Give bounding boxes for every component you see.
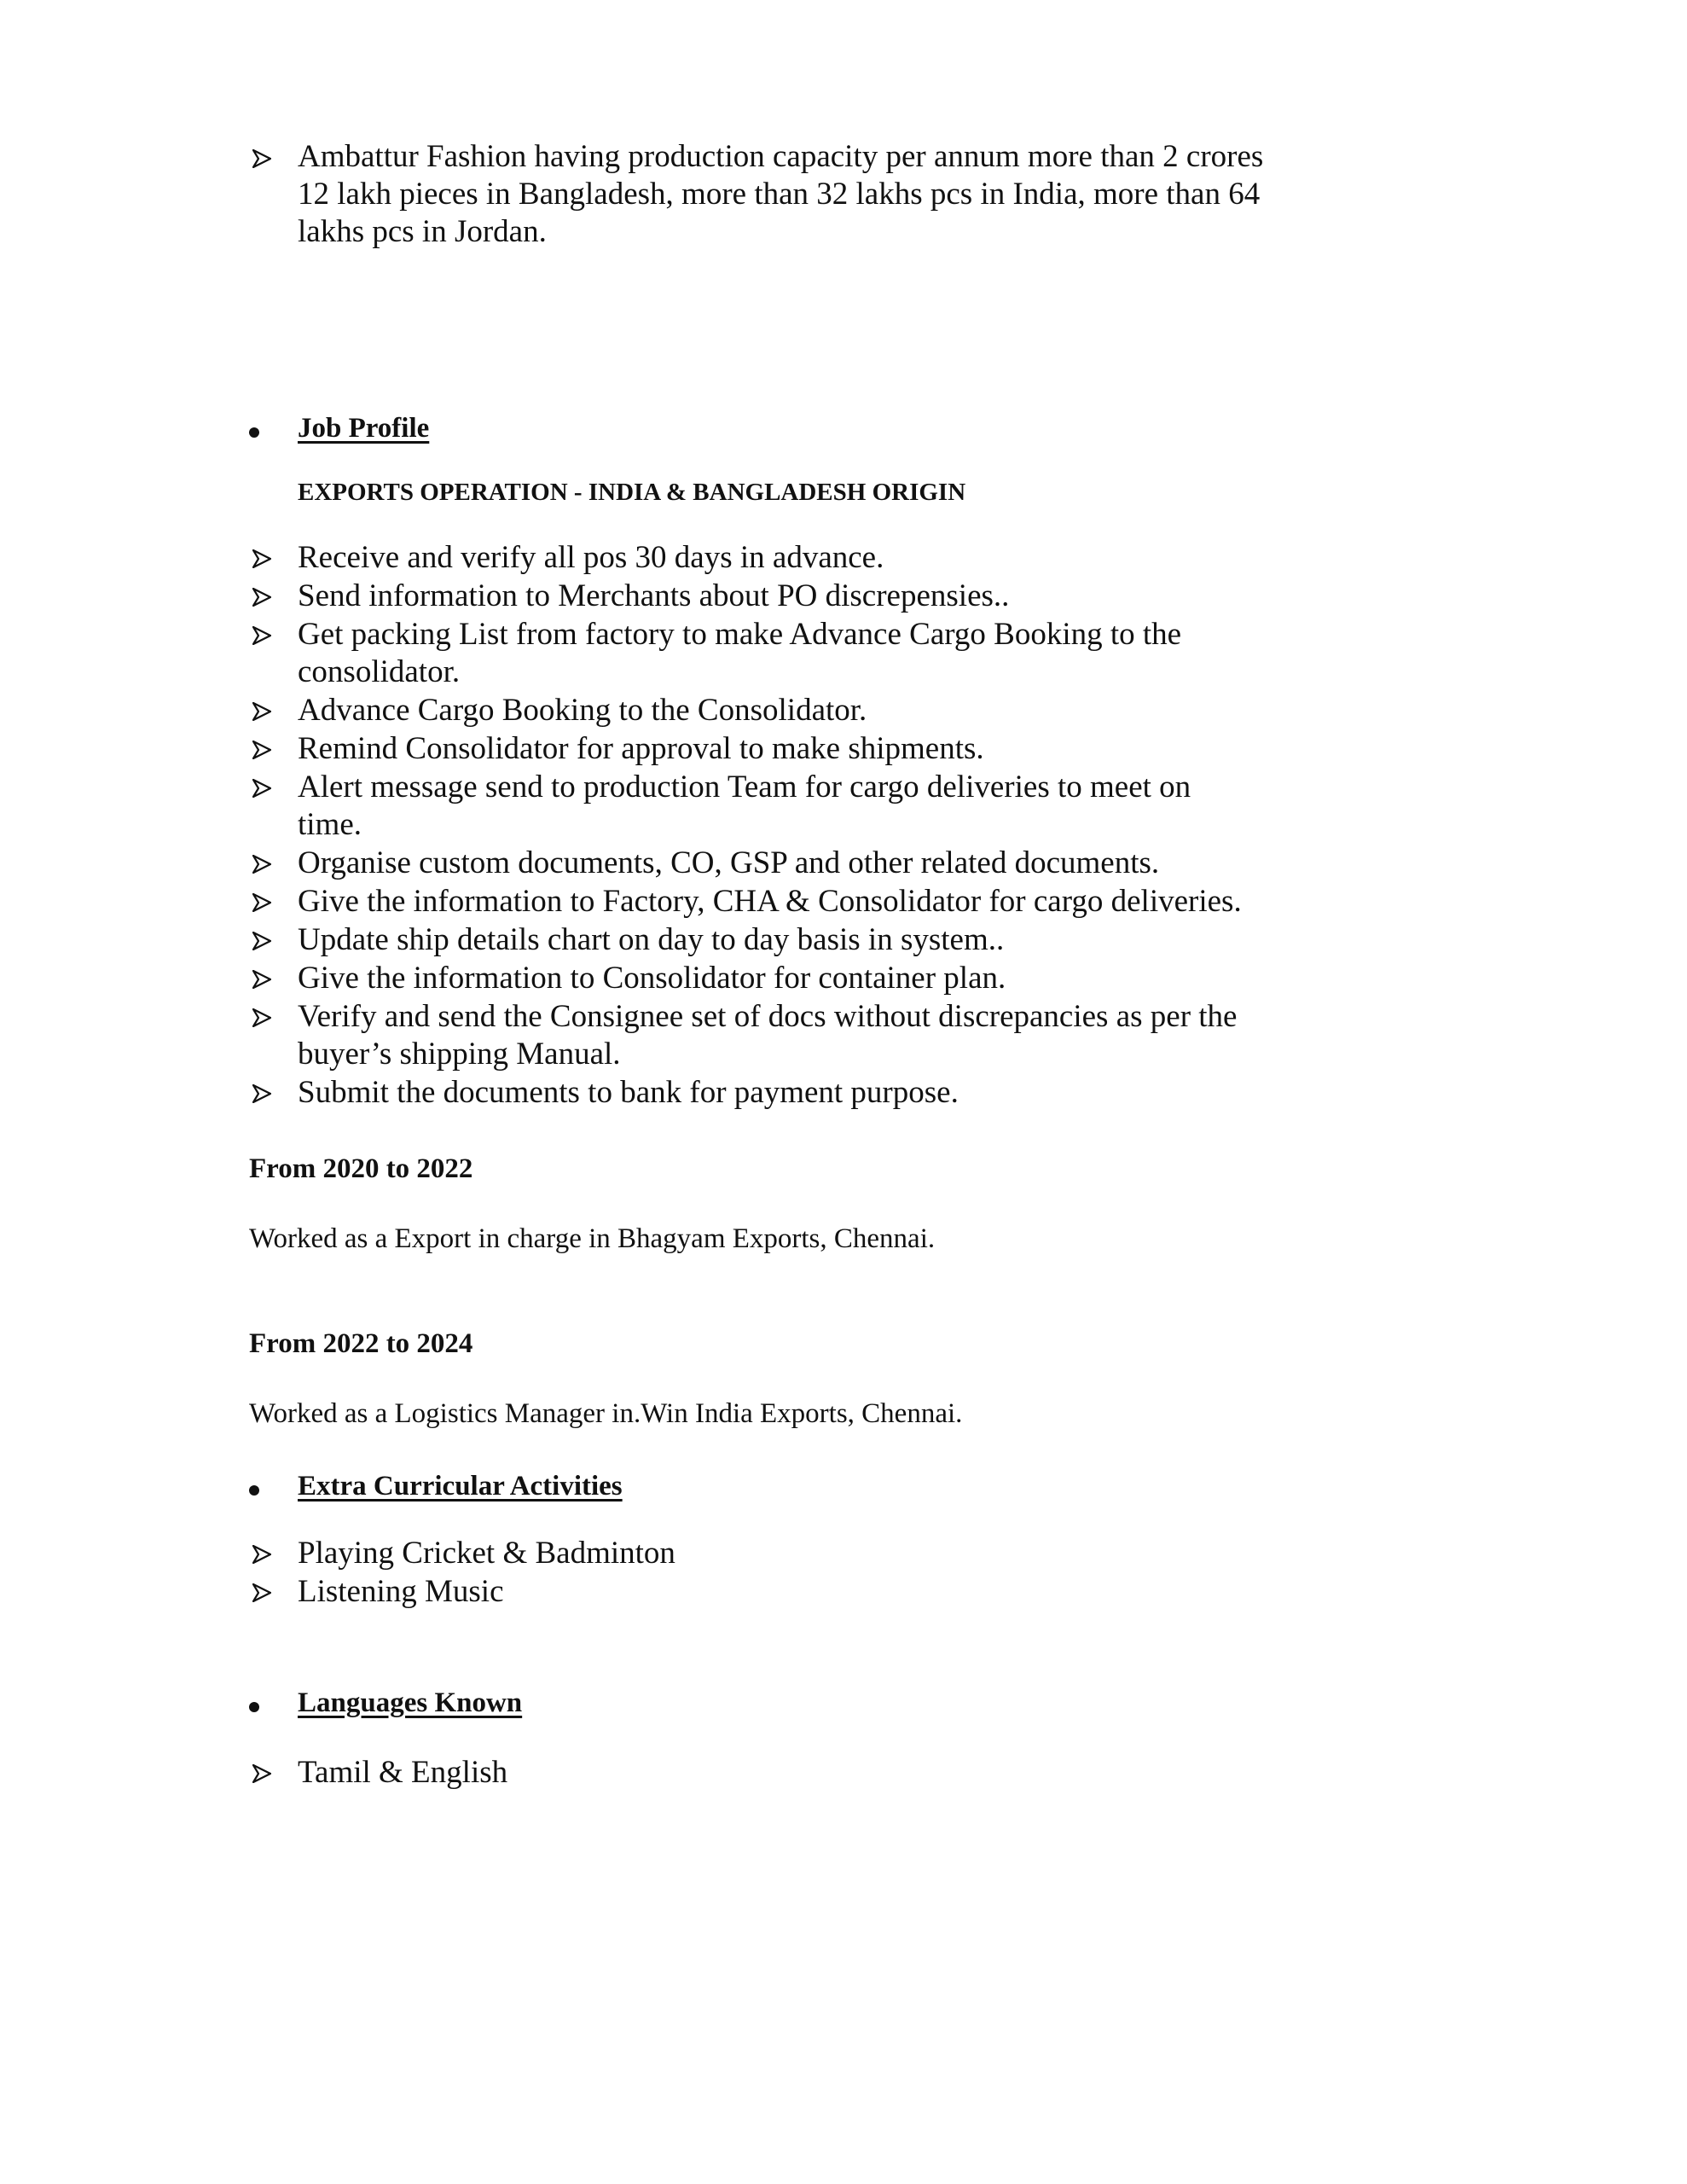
experience-description: Worked as a Logistics Manager in.Win India Exports, Chennai. <box>249 1398 963 1429</box>
section-heading-languages: Languages Known <box>298 1687 523 1718</box>
list-item: Send information to Merchants about PO discrepensies.. <box>298 578 1010 613</box>
experience-period: From 2022 to 2024 <box>249 1328 473 1359</box>
list-item: Playing Cricket & Badminton <box>298 1536 675 1571</box>
arrow-bullet-icon <box>252 1545 271 1564</box>
arrow-bullet-icon <box>252 741 271 759</box>
round-bullet-icon <box>249 1485 259 1496</box>
arrow-bullet-icon <box>252 893 271 912</box>
job-profile-subheading: EXPORTS OPERATION - INDIA & BANGLADESH ORIGIN <box>298 479 966 506</box>
intro-line: 12 lakh pieces in Bangladesh, more than 32 lakhs pcs in India, more than 64 <box>298 177 1261 212</box>
round-bullet-icon <box>249 1702 259 1712</box>
list-item: Tamil & English <box>298 1755 508 1790</box>
list-item-continuation: consolidator. <box>298 654 461 689</box>
arrow-bullet-icon <box>252 626 271 645</box>
intro-line: Ambattur Fashion having production capacity per annum more than 2 crores <box>298 139 1264 174</box>
section-heading-job-profile: Job Profile <box>298 413 430 444</box>
arrow-bullet-icon <box>252 1764 271 1783</box>
arrow-bullet-icon <box>252 932 271 950</box>
list-item: Give the information to Factory, CHA & Consolidator for cargo deliveries. <box>298 884 1242 919</box>
list-item: Listening Music <box>298 1574 504 1609</box>
list-item: Get packing List from factory to make Advance Cargo Booking to the <box>298 617 1182 652</box>
list-item: Advance Cargo Booking to the Consolidator. <box>298 693 867 728</box>
experience-period: From 2020 to 2022 <box>249 1153 473 1184</box>
arrow-bullet-icon <box>252 588 271 607</box>
list-item: Submit the documents to bank for payment purpose. <box>298 1075 959 1110</box>
arrow-bullet-icon <box>252 1583 271 1602</box>
intro-line: lakhs pcs in Jordan. <box>298 214 547 249</box>
experience-description: Worked as a Export in charge in Bhagyam Exports, Chennai. <box>249 1223 936 1254</box>
arrow-bullet-icon <box>252 1084 271 1103</box>
arrow-bullet-icon <box>252 779 271 798</box>
arrow-bullet-icon <box>252 702 271 721</box>
arrow-bullet-icon <box>252 549 271 568</box>
arrow-bullet-icon <box>252 970 271 989</box>
list-item: Update ship details chart on day to day basis in system.. <box>298 922 1005 957</box>
arrow-bullet-icon <box>252 1008 271 1027</box>
list-item: Organise custom documents, CO, GSP and other related documents. <box>298 845 1160 880</box>
list-item: Give the information to Consolidator for container plan. <box>298 961 1006 996</box>
list-item: Receive and verify all pos 30 days in advance. <box>298 540 884 575</box>
list-item: Verify and send the Consignee set of docs without discrepancies as per the <box>298 999 1238 1034</box>
round-bullet-icon <box>249 427 259 438</box>
section-heading-extra-curricular: Extra Curricular Activities <box>298 1471 623 1502</box>
arrow-bullet-icon <box>252 149 271 168</box>
list-item-continuation: buyer’s shipping Manual. <box>298 1037 621 1072</box>
arrow-bullet-icon <box>252 855 271 874</box>
list-item: Alert message send to production Team for cargo deliveries to meet on <box>298 770 1191 804</box>
list-item-continuation: time. <box>298 807 362 842</box>
list-item: Remind Consolidator for approval to make shipments. <box>298 731 984 766</box>
